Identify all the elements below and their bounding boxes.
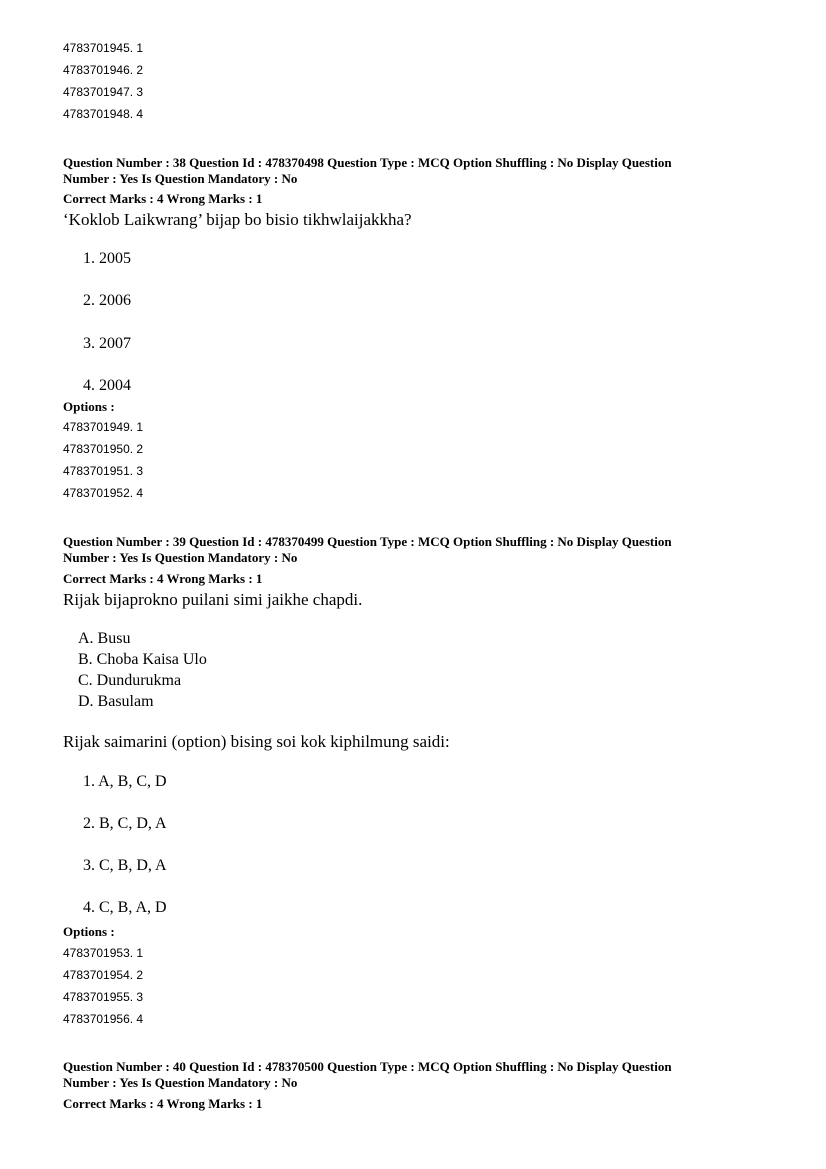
option-id: 4783701956. 4 [63,1012,144,1026]
statement-item: A. Busu [78,630,131,647]
option-id: 4783701953. 1 [63,946,144,960]
question-header: Number : Yes Is Question Mandatory : No [63,1075,298,1090]
answer-choice: 3. C, B, D, A [83,857,167,874]
options-label: Options : [63,924,115,939]
option-id: 4783701946. 2 [63,63,144,77]
option-id: 4783701951. 3 [63,464,144,478]
question-text: ‘Koklob Laikwrang’ bijap bo bisio tikhwlaijakkha? [63,210,412,229]
option-id: 4783701948. 4 [63,107,144,121]
answer-choice: 1. 2005 [83,250,131,267]
marks-line: Correct Marks : 4 Wrong Marks : 1 [63,191,263,206]
marks-line: Correct Marks : 4 Wrong Marks : 1 [63,1096,263,1111]
answer-choice: 2. B, C, D, A [83,815,167,832]
option-id: 4783701952. 4 [63,486,144,500]
answer-choice: 2. 2006 [83,292,131,309]
question-header: Question Number : 39 Question Id : 478370499 Question Type : MCQ Option Shuffling : No Display Question [63,534,672,549]
answer-choice: 4. 2004 [83,377,131,394]
option-id: 4783701955. 3 [63,990,144,1004]
statement-item: D. Basulam [78,693,154,710]
answer-choice: 4. C, B, A, D [83,899,167,916]
options-label: Options : [63,399,115,414]
option-id: 4783701947. 3 [63,85,144,99]
question-text: Rijak bijaprokno puilani simi jaikhe chapdi. [63,590,363,609]
option-id: 4783701949. 1 [63,420,144,434]
instruction-text: Rijak saimarini (option) bising soi kok kiphilmung saidi: [63,732,450,751]
statement-item: C. Dundurukma [78,672,182,689]
answer-choice: 1. A, B, C, D [83,773,167,790]
marks-line: Correct Marks : 4 Wrong Marks : 1 [63,571,263,586]
statement-item: B. Choba Kaisa Ulo [78,651,207,668]
question-header: Question Number : 38 Question Id : 478370498 Question Type : MCQ Option Shuffling : No Display Question [63,155,672,170]
question-header: Number : Yes Is Question Mandatory : No [63,550,298,565]
option-id: 4783701950. 2 [63,442,144,456]
question-header: Number : Yes Is Question Mandatory : No [63,171,298,186]
question-header: Question Number : 40 Question Id : 478370500 Question Type : MCQ Option Shuffling : No Display Question [63,1059,672,1074]
option-id: 4783701954. 2 [63,968,144,982]
answer-choice: 3. 2007 [83,335,131,352]
option-id: 4783701945. 1 [63,41,144,55]
